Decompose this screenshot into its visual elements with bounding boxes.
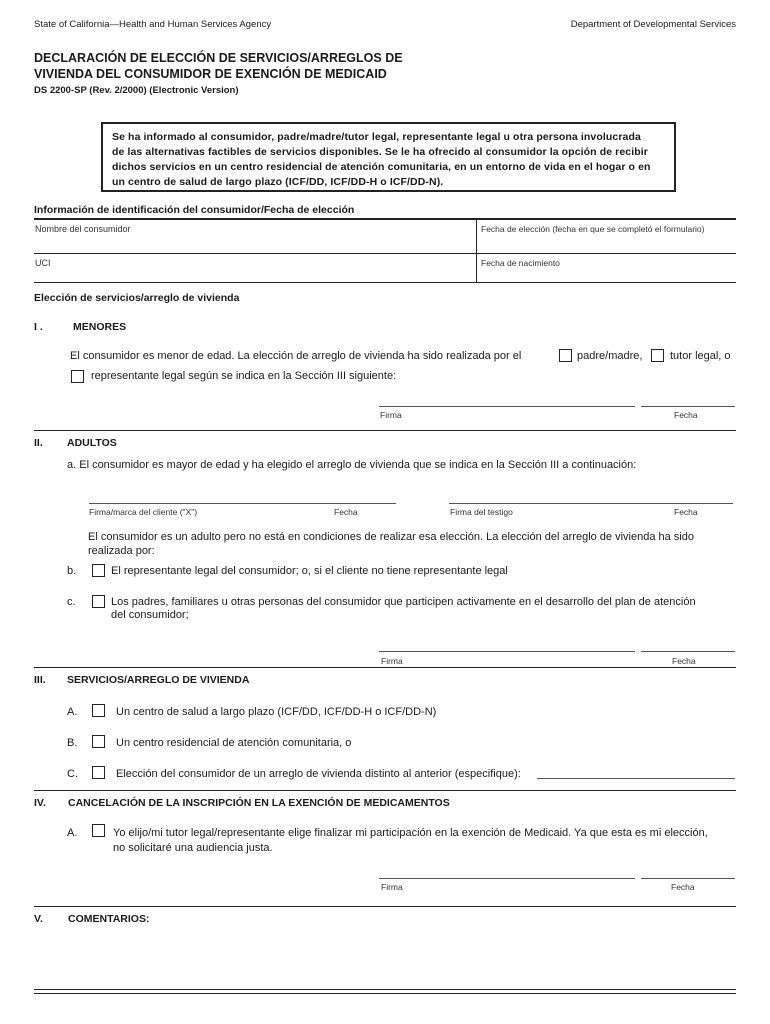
section4-a-letter: A. — [67, 827, 78, 839]
id-column-divider — [476, 219, 477, 282]
birth-date-field[interactable] — [481, 268, 733, 282]
client-signature-label: Firma/marca del cliente ("X") — [89, 507, 198, 517]
section5-title: COMENTARIOS: — [68, 913, 150, 925]
section3-number: III. — [34, 674, 46, 686]
section3-title: SERVICIOS/ARREGLO DE VIVIENDA — [67, 674, 250, 686]
section2-c-text2: del consumidor; — [111, 609, 189, 621]
disenroll-checkbox[interactable] — [92, 824, 105, 837]
section1-date-line[interactable] — [641, 406, 735, 407]
section4-a-text2: no solicitaré una audiencia justa. — [113, 842, 273, 854]
comments-field[interactable] — [36, 930, 734, 986]
parent-option-label: padre/madre, — [577, 350, 643, 362]
family-checkbox[interactable] — [92, 595, 105, 608]
community-care-checkbox[interactable] — [92, 735, 105, 748]
section2-text-a: a. El consumidor es mayor de edad y ha elegido el arreglo de vivienda que se indica en la Sección III a continuación: — [67, 459, 637, 471]
department-name: Department of Developmental Services — [570, 19, 736, 30]
section3-a-letter: A. — [67, 706, 78, 718]
section5-number: V. — [34, 913, 43, 925]
form-title-line1: DECLARACIÓN DE ELECCIÓN DE SERVICIOS/ARREGLOS DE — [34, 51, 403, 65]
section1-signature-line[interactable] — [379, 406, 635, 407]
form-number: DS 2200-SP (Rev. 2/2000) (Electronic Version) — [34, 85, 239, 96]
notice-box — [101, 122, 676, 192]
client-signature-line[interactable] — [89, 503, 396, 504]
section4-signature-label: Firma — [381, 882, 403, 892]
section2-signature-label: Firma — [381, 656, 403, 666]
consumer-name-field[interactable] — [36, 236, 472, 252]
section1-text2: representante legal según se indica en la Sección III siguiente: — [91, 370, 397, 382]
uci-label: UCI — [35, 258, 51, 268]
form-title-line2: VIVIENDA DEL CONSUMIDOR DE EXENCIÓN DE MEDICAID — [34, 67, 387, 81]
witness-signature-label: Firma del testigo — [450, 507, 513, 517]
notice-line3: dichos servicios en un centro residencial de atención comunitaria, en un entorno de vida en el hogar o en — [112, 161, 651, 173]
legal-rep-checkbox[interactable] — [71, 370, 84, 383]
notice-line4: un centro de salud de largo plazo (ICF/DD, ICF/DD-H o ICF/DD-N). — [112, 176, 444, 188]
section1-bottom-rule — [34, 430, 736, 431]
guardian-option-label: tutor legal, o — [670, 350, 731, 362]
section2-bottom-rule — [34, 667, 736, 668]
birth-date-label: Fecha de nacimiento — [481, 258, 560, 268]
election-date-field[interactable] — [481, 236, 733, 252]
id-section-rule — [34, 218, 736, 220]
bottom-rule-2 — [34, 993, 736, 994]
notice-line1: Se ha informado al consumidor, padre/madre/tutor legal, representante legal u otra persona involucrada — [112, 131, 641, 143]
section3-a-text: Un centro de salud a largo plazo (ICF/DD, ICF/DD-H o ICF/DD-N) — [116, 706, 437, 718]
witness-date-label: Fecha — [674, 507, 698, 517]
section2-number: II. — [34, 437, 43, 449]
section1-signature-label: Firma — [380, 410, 402, 420]
id-bottom-rule — [34, 282, 736, 283]
section2-title: ADULTOS — [67, 437, 117, 449]
section2-unable-text1: El consumidor es un adulto pero no está en condiciones de realizar esa elección. La elección del arreglo de vivienda ha sido — [88, 531, 694, 543]
section4-signature-line[interactable] — [379, 878, 635, 879]
section4-a-text1: Yo elijo/mi tutor legal/representante elige finalizar mi participación en la exención de Medicaid. Ya que esta es mi elección, — [113, 827, 708, 839]
section3-c-letter: C. — [67, 768, 78, 780]
uci-field[interactable] — [36, 268, 472, 282]
section2-b-text: El representante legal del consumidor; o, si el cliente no tiene representante legal — [111, 565, 508, 577]
other-arrangement-specify-line[interactable] — [537, 778, 735, 779]
other-arrangement-checkbox[interactable] — [92, 766, 105, 779]
section4-bottom-rule — [34, 906, 736, 907]
section2-unable-text2: realizada por: — [88, 545, 155, 557]
section3-c-text: Elección del consumidor de un arreglo de vivienda distinto al anterior (especifique): — [116, 768, 521, 780]
consumer-name-label: Nombre del consumidor — [35, 224, 131, 234]
legal-representative-checkbox[interactable] — [92, 564, 105, 577]
section1-number: I . — [34, 321, 43, 333]
long-term-care-checkbox[interactable] — [92, 704, 105, 717]
section2-date-label: Fecha — [672, 656, 696, 666]
section2-c-text1: Los padres, familiares u otras personas del consumidor que participen activamente en el desarrollo del plan de atención — [111, 596, 696, 608]
section3-bottom-rule — [34, 790, 736, 791]
section1-title: MENORES — [73, 321, 127, 333]
section4-date-line[interactable] — [641, 878, 735, 879]
section2-signature-line[interactable] — [379, 651, 635, 652]
section4-date-label: Fecha — [671, 882, 695, 892]
section2-b-letter: b. — [67, 565, 77, 577]
election-date-label: Fecha de elección (fecha en que se completó el formulario) — [481, 224, 705, 234]
client-date-label: Fecha — [334, 507, 358, 517]
guardian-checkbox[interactable] — [651, 349, 664, 362]
section1-text1: El consumidor es menor de edad. La elección de arreglo de vivienda ha sido realizada por el — [70, 350, 522, 362]
section2-date-line[interactable] — [641, 651, 735, 652]
id-section-heading: Información de identificación del consumidor/Fecha de elección — [34, 204, 355, 216]
section1-date-label: Fecha — [674, 410, 698, 420]
election-heading: Elección de servicios/arreglo de vivienda — [34, 292, 240, 304]
section4-number: IV. — [34, 797, 46, 809]
parent-checkbox[interactable] — [559, 349, 572, 362]
section3-b-letter: B. — [67, 737, 78, 749]
bottom-rule-1 — [34, 989, 736, 990]
witness-signature-line[interactable] — [449, 503, 733, 504]
section2-c-letter: c. — [67, 596, 76, 608]
section3-b-text: Un centro residencial de atención comunitaria, o — [116, 737, 352, 749]
agency-name: State of California—Health and Human Services Agency — [34, 19, 272, 30]
id-row-divider — [34, 253, 736, 254]
notice-line2: de las alternativas factibles de servicios disponibles. Se le ha ofrecido al consumidor la opción de recibir — [112, 146, 648, 158]
section4-title: CANCELACIÓN DE LA INSCRIPCIÓN EN LA EXENCIÓN DE MEDICAMENTOS — [68, 797, 450, 809]
